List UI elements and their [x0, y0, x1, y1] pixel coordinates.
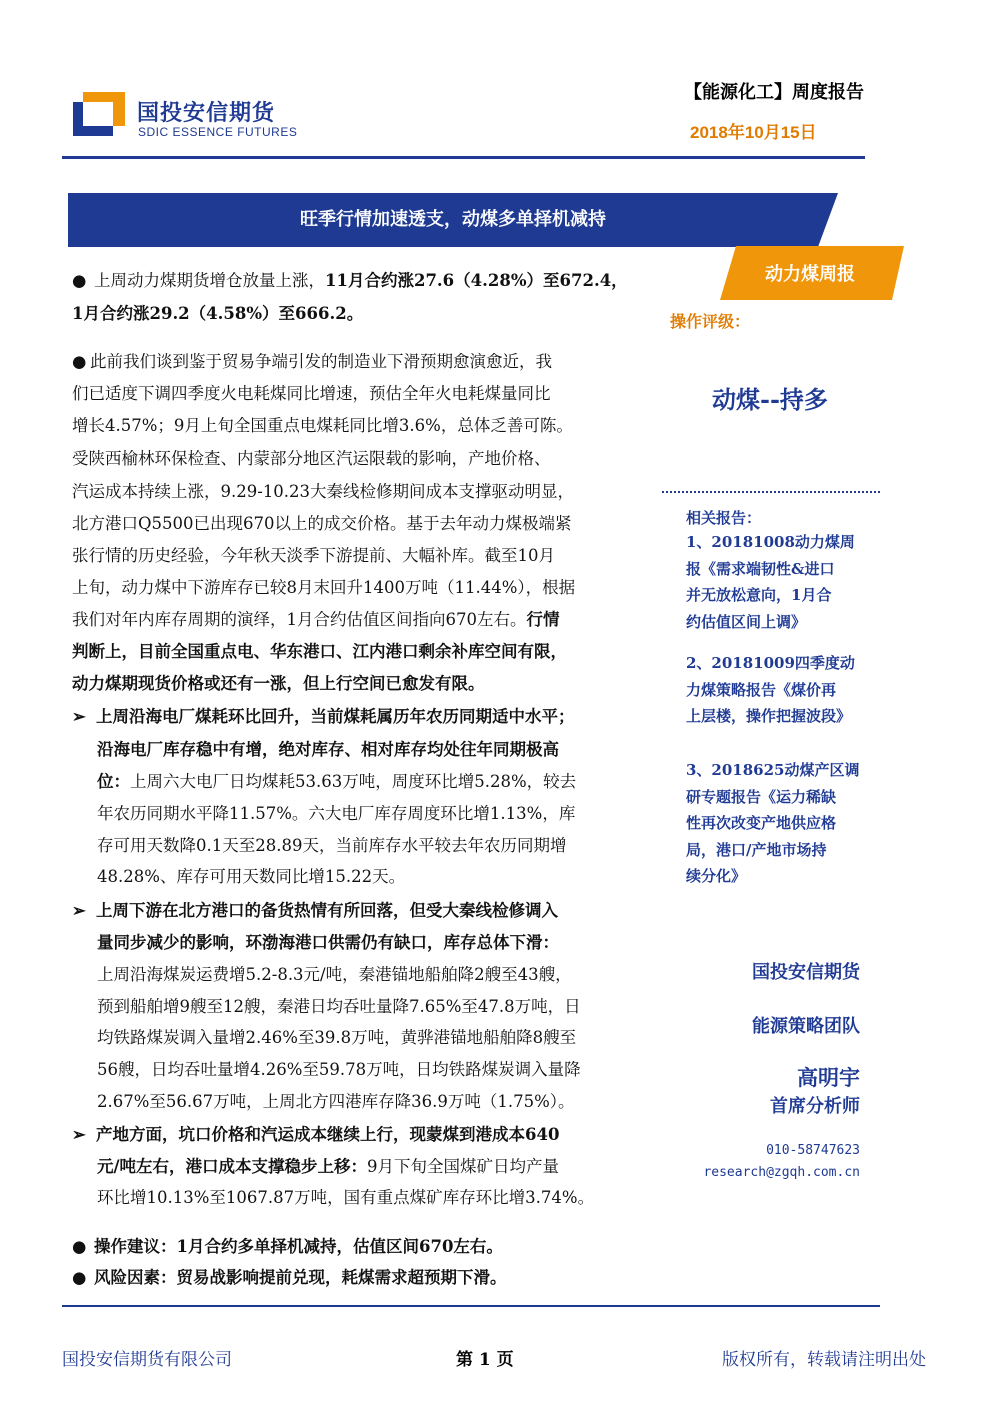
sidebar-team: 能源策略团队: [752, 1016, 860, 1037]
page-number: 第 1 页: [456, 1350, 514, 1370]
analysis-line: 张行情的历史经验，今年秋天淡季下游提前、大幅补库。截至10月: [72, 546, 555, 565]
related-report-3[interactable]: [686, 757, 860, 890]
section-line: 元/吨左右，港口成本支撑稳步上移：9月下旬全国煤矿日均产量: [97, 1157, 560, 1176]
footer-copyright: 版权所有，转载请注明出处: [722, 1350, 926, 1370]
bullet-icon: ●: [72, 271, 87, 290]
analysis-line: 增长4.57%；9月上旬全国重点电煤耗同比增3.6%，总体乏善可陈。: [72, 416, 573, 435]
header-divider: [62, 156, 865, 159]
analysis-line: 动力煤期现货价格或还有一涨，但上行空间已愈发有限。: [72, 674, 485, 693]
related-report-line: 续分化》: [686, 867, 747, 885]
related-report-line: 报《需求端韧性&进口: [686, 559, 835, 578]
related-report-line: 3、2018625动煤产区调: [686, 761, 860, 779]
summary-line: ● 上周动力煤期货增仓放量上涨，11月合约涨27.6（4.28%）至672.4，: [72, 268, 628, 294]
section-line: ➢ 产地方面，坑口价格和汽运成本继续上行，现蒙煤到港成本640: [72, 1122, 559, 1148]
analysis-line: 我们对年内库存周期的演绎，1月合约估值区间指向670左右。行情: [72, 610, 560, 629]
weekly-tag: 动力煤周报: [765, 264, 855, 285]
arrow-bullet-icon: ➢: [72, 1125, 86, 1144]
report-type: 【能源化工】周度报告: [684, 82, 864, 103]
section-line: 预到船舶增9艘至12艘，秦港日均吞吐量降7.65%至47.8万吨，日: [97, 997, 581, 1016]
section-line: 年农历同期水平降11.57%。六大电厂库存周度环比增1.13%，库: [97, 804, 576, 823]
analyst-email[interactable]: research@zgqh.com.cn: [703, 1165, 860, 1180]
related-report-line: 并无放松意向，1月合: [686, 586, 832, 604]
analysis-line: ● 此前我们谈到鉴于贸易争端引发的制造业下滑预期愈演愈近，我: [72, 349, 552, 375]
related-report-1[interactable]: [686, 529, 855, 635]
report-date: 2018年10月15日: [690, 123, 817, 142]
arrow-bullet-icon: ➢: [72, 901, 86, 920]
related-report-line: 1、20181008动力煤周: [686, 533, 855, 551]
footer-company: 国投安信期货有限公司: [62, 1350, 232, 1370]
section-line: ➢ 上周下游在北方港口的备货热情有所回落，但受大秦线检修调入: [72, 898, 558, 924]
logo-company-english: SDIC ESSENCE FUTURES: [138, 125, 298, 139]
section-line: ➢ 上周沿海电厂煤耗环比回升，当前煤耗属历年农历同期适中水平；: [72, 704, 575, 730]
section-line: 上周沿海煤炭运费增5.2-8.3元/吨，秦港锚地船舶降2艘至43艘，: [97, 965, 572, 984]
footer-divider: [62, 1305, 880, 1307]
section-line: 沿海电厂库存稳中有增，绝对库存、相对库存均处往年同期极高: [97, 740, 559, 759]
related-report-2[interactable]: [686, 650, 855, 730]
analyst-name: 高明宇: [797, 1066, 860, 1090]
page-title: 旺季行情加速透支，动煤多单择机减持: [300, 209, 606, 230]
advice-line: ● 操作建议：1月合约多单择机减持，估值区间670左右。: [72, 1234, 503, 1260]
section-line: 存可用天数降0.1天至28.89天，当前库存水平较去年农历同期增: [97, 836, 567, 855]
bullet-icon: ●: [72, 1268, 87, 1287]
risk-line: ● 风险因素：贸易战影响提前兑现，耗煤需求超预期下滑。: [72, 1265, 507, 1291]
related-report-line: 约估值区间上调》: [686, 612, 807, 631]
logo-company-name: 国投安信期货: [137, 101, 276, 126]
section-line: 48.28%、库存可用天数同比增15.22天。: [97, 867, 406, 886]
analysis-line: 汽运成本持续上涨，9.29-10.23大秦线检修期间成本支撑驱动明显，: [72, 482, 575, 501]
related-report-line: 2、20181009四季度动: [686, 654, 855, 672]
section-line: 环比增10.13%至1067.87万吨，国有重点煤矿库存环比增3.74%。: [97, 1188, 595, 1207]
analysis-line: 北方港口Q5500已出现670以上的成交价格。基于去年动力煤极端紧: [72, 514, 572, 533]
section-line: 量同步减少的影响，环渤海港口供需仍有缺口，库存总体下滑：: [97, 933, 559, 952]
company-logo-icon: [73, 92, 125, 136]
related-report-line: 上层楼，操作把握波段》: [686, 707, 852, 725]
arrow-bullet-icon: ➢: [72, 707, 86, 726]
related-report-line: 局，港口/产地市场持: [686, 840, 827, 859]
analysis-line: 们已适度下调四季度火电耗煤同比增速，预估全年火电耗煤量同比: [72, 384, 551, 403]
bullet-icon: ●: [72, 352, 87, 371]
section-line: 位：上周六大电厂日均煤耗53.63万吨，周度环比增5.28%，较去: [97, 772, 577, 791]
section-line: 56艘，日均吞吐量增4.26%至59.78万吨，日均铁路煤炭调入量降: [97, 1060, 581, 1079]
bullet-icon: ●: [72, 1237, 87, 1256]
related-reports-title: 相关报告：: [686, 509, 762, 527]
analyst-phone: 010-58747623: [766, 1143, 860, 1158]
analysis-line: 判断上，目前全国重点电、华东港口、江内港口剩余补库空间有限，: [72, 642, 567, 661]
related-report-line: 力煤策略报告《煤价再: [686, 680, 837, 699]
section-line: 均铁路煤炭调入量增2.46%至39.8万吨，黄骅港锚地船舶降8艘至: [97, 1028, 577, 1047]
sidebar-divider: [662, 491, 880, 493]
analysis-line: 上旬，动力煤中下游库存已较8月末回升1400万吨（11.44%），根据: [72, 578, 576, 597]
related-report-line: 研专题报告《运力稀缺: [686, 787, 837, 806]
sidebar-company: 国投安信期货: [752, 962, 860, 983]
summary-line: 1月合约涨29.2（4.58%）至666.2。: [72, 304, 364, 323]
analyst-title: 首席分析师: [770, 1096, 860, 1117]
rating-value: 动煤--持多: [712, 385, 828, 414]
rating-label: 操作评级：: [670, 312, 751, 331]
related-report-line: 性再次改变产地供应格: [686, 814, 837, 832]
analysis-line: 受陕西榆林环保检查、内蒙部分地区汽运限载的影响，产地价格、: [72, 449, 551, 468]
section-line: 2.67%至56.67万吨，上周北方四港库存降36.9万吨（1.75%）。: [97, 1092, 575, 1111]
